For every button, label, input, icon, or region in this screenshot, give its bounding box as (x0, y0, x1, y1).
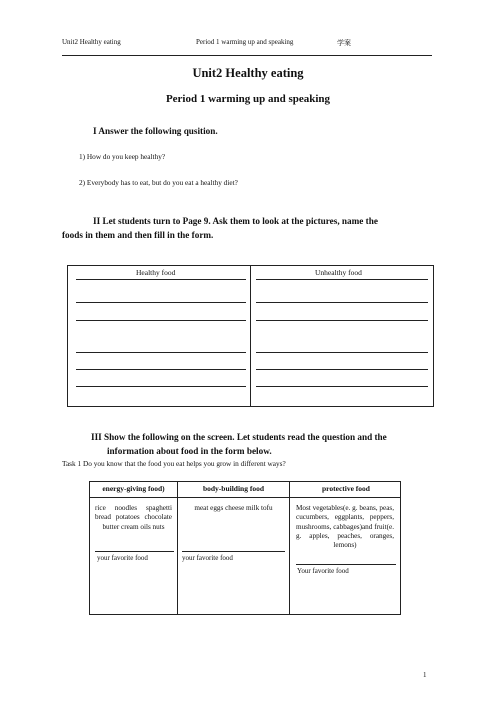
header-rule (62, 55, 432, 56)
body-building-foods: meat eggs cheese milk tofu (194, 504, 273, 512)
divider-line (182, 551, 285, 552)
column-divider (177, 482, 178, 614)
answer-line[interactable] (76, 369, 246, 370)
header-center: Period 1 warming up and speaking (196, 38, 294, 46)
answer-line[interactable] (76, 279, 246, 280)
answer-line[interactable] (76, 302, 246, 303)
favorite-food-label: your favorite food (182, 554, 233, 562)
question-2: 2) Everybody has to eat, but do you eat a healthy diet? (79, 178, 238, 187)
answer-line[interactable] (256, 320, 428, 321)
answer-line[interactable] (256, 369, 428, 370)
answer-line[interactable] (256, 352, 428, 353)
answer-line[interactable] (76, 386, 246, 387)
answer-line[interactable] (256, 279, 428, 280)
task-1: Task 1 Do you know that the food you eat helps you grow in different ways? (62, 459, 286, 468)
col-protective-food: protective food (322, 484, 370, 493)
header-right: 学案 (337, 39, 351, 47)
divider-line (296, 564, 396, 565)
column-divider (250, 266, 251, 406)
favorite-food-label: Your favorite food (297, 567, 349, 575)
food-groups-table (89, 481, 401, 615)
favorite-food-label: your favorite food (97, 554, 148, 562)
header-left: Unit2 Healthy eating (62, 38, 121, 46)
col-energy-giving-food: energy-giving food) (102, 484, 165, 493)
page-number: 1 (423, 671, 427, 679)
answer-line[interactable] (76, 352, 246, 353)
document-subtitle: Period 1 warming up and speaking (165, 93, 331, 105)
answer-line[interactable] (256, 386, 428, 387)
section1-heading: I Answer the following qusition. (93, 126, 218, 136)
column-divider (289, 482, 290, 614)
col-unhealthy-food: Unhealthy food (315, 268, 362, 277)
col-body-building-food: body-building food (202, 484, 265, 493)
document-title: Unit2 Healthy eating (192, 66, 304, 80)
question-1: 1) How do you keep healthy? (79, 152, 166, 161)
healthy-unhealthy-table (67, 265, 434, 407)
section3-line2: information about food in the form below. (107, 446, 272, 456)
col-healthy-food: Healthy food (136, 268, 176, 277)
section3-line1: III Show the following on the screen. Let students read the question and the (91, 432, 387, 442)
divider-line (95, 551, 174, 552)
answer-line[interactable] (256, 302, 428, 303)
header-row-line (90, 497, 400, 498)
answer-line[interactable] (76, 320, 246, 321)
section2-line1: II Let students turn to Page 9. Ask them to look at the pictures, name the (93, 216, 378, 226)
energy-giving-foods: rice noodles spaghetti bread potatoes chocolate butter cream oils nuts (95, 504, 172, 531)
section2-line2: foods in them and then fill in the form. (62, 230, 214, 240)
protective-foods: Most vegetables(e. g. beans, peas, cucumbers, eggplants, peppers, mushrooms, cabbages)and fruit(e. g. apples, peaches, oranges, lemons) (296, 504, 394, 550)
